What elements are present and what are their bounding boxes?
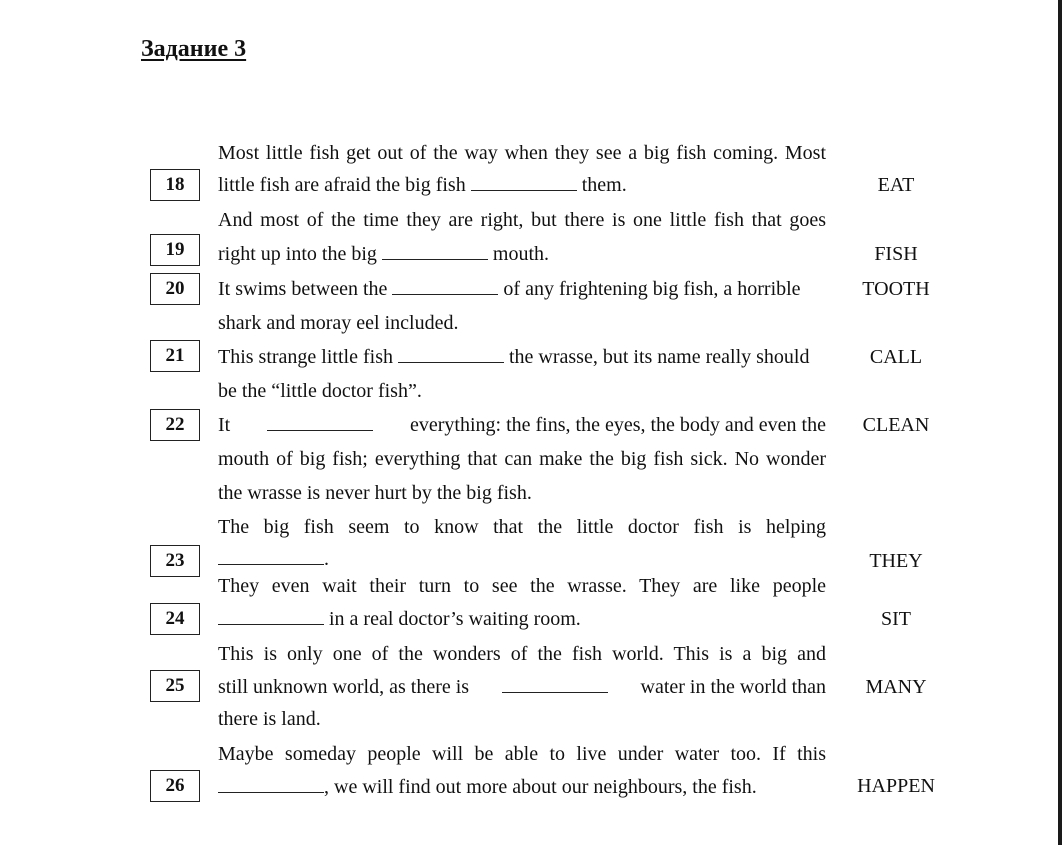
item-number-18: 18 — [150, 169, 200, 201]
item-number-22: 22 — [150, 409, 200, 441]
answer-blank-26[interactable] — [218, 778, 324, 793]
item-number-21: 21 — [150, 340, 200, 372]
item-number-19: 19 — [150, 234, 200, 266]
text-segment: mouth. — [492, 243, 550, 265]
text-segment: everything: the fins, the eyes, the body and even the — [410, 414, 826, 436]
item-number-23: 23 — [150, 545, 200, 577]
keyword-26: HAPPEN — [857, 775, 935, 797]
text-line — [218, 547, 329, 571]
keyword-19: FISH — [874, 243, 918, 265]
keyword-18: EAT — [877, 174, 915, 196]
item-number-20: 20 — [150, 273, 200, 305]
keyword-23: THEY — [869, 550, 923, 572]
text-line: shark and moray eel included. — [218, 312, 459, 334]
text-segment: . — [324, 548, 329, 570]
text-line: They even wait their turn to see the wrasse. They are like people — [218, 575, 826, 597]
text-segment: still unknown world, as there is — [218, 676, 470, 698]
text-segment: water in the world than — [640, 676, 826, 698]
text-line: Maybe someday people will be able to live under water too. If this — [218, 743, 826, 765]
text-segment: It — [218, 414, 231, 436]
answer-blank-21[interactable] — [398, 348, 504, 363]
item-number-25: 25 — [150, 670, 200, 702]
keyword-25: MANY — [865, 676, 927, 698]
answer-blank-25[interactable] — [502, 678, 608, 693]
text-line — [218, 775, 757, 799]
answer-blank-23[interactable] — [218, 550, 324, 565]
text-segment: them. — [581, 174, 627, 196]
text-line: The big fish seem to know that the little doctor fish is helping — [218, 516, 826, 538]
task-title: Задание 3 — [141, 36, 247, 62]
text-line — [218, 607, 581, 631]
answer-blank-20[interactable] — [392, 280, 498, 295]
text-line: And most of the time they are right, but there is one little fish that goes — [218, 209, 826, 231]
page-edge — [1058, 0, 1062, 845]
keyword-22: CLEAN — [862, 414, 930, 436]
keyword-21: CALL — [869, 346, 923, 368]
text-segment: the wrasse, but its name really should — [508, 346, 810, 368]
text-segment: little fish are afraid the big fish — [218, 174, 466, 196]
text-line: be the “little doctor fish”. — [218, 380, 422, 402]
answer-blank-18[interactable] — [471, 176, 577, 191]
text-line: This is only one of the wonders of the fish world. This is a big and — [218, 643, 826, 665]
text-line — [218, 242, 549, 266]
answer-blank-19[interactable] — [382, 245, 488, 260]
text-line: the wrasse is never hurt by the big fish. — [218, 482, 532, 504]
text-segment: right up into the big — [218, 243, 377, 265]
answer-blank-24[interactable] — [218, 610, 324, 625]
text-line — [218, 413, 826, 437]
answer-blank-22[interactable] — [267, 416, 373, 431]
keyword-20: TOOTH — [862, 278, 930, 300]
text-line: Most little fish get out of the way when they see a big fish coming. Most — [218, 142, 826, 164]
text-segment: in a real doctor’s waiting room. — [329, 608, 581, 630]
text-line: mouth of big fish; everything that can make the big fish sick. No wonder — [218, 448, 826, 470]
text-segment: This strange little fish — [218, 346, 393, 368]
text-line — [218, 173, 627, 197]
keyword-24: SIT — [881, 608, 911, 630]
text-line: there is land. — [218, 708, 321, 730]
text-line — [218, 675, 826, 699]
text-segment: of any frightening big fish, a horrible — [503, 278, 801, 300]
text-line — [218, 277, 801, 301]
text-segment: , we will find out more about our neighbours, the fish. — [324, 776, 757, 798]
item-number-24: 24 — [150, 603, 200, 635]
item-number-26: 26 — [150, 770, 200, 802]
text-segment: It swims between the — [218, 278, 388, 300]
text-line — [218, 345, 809, 369]
